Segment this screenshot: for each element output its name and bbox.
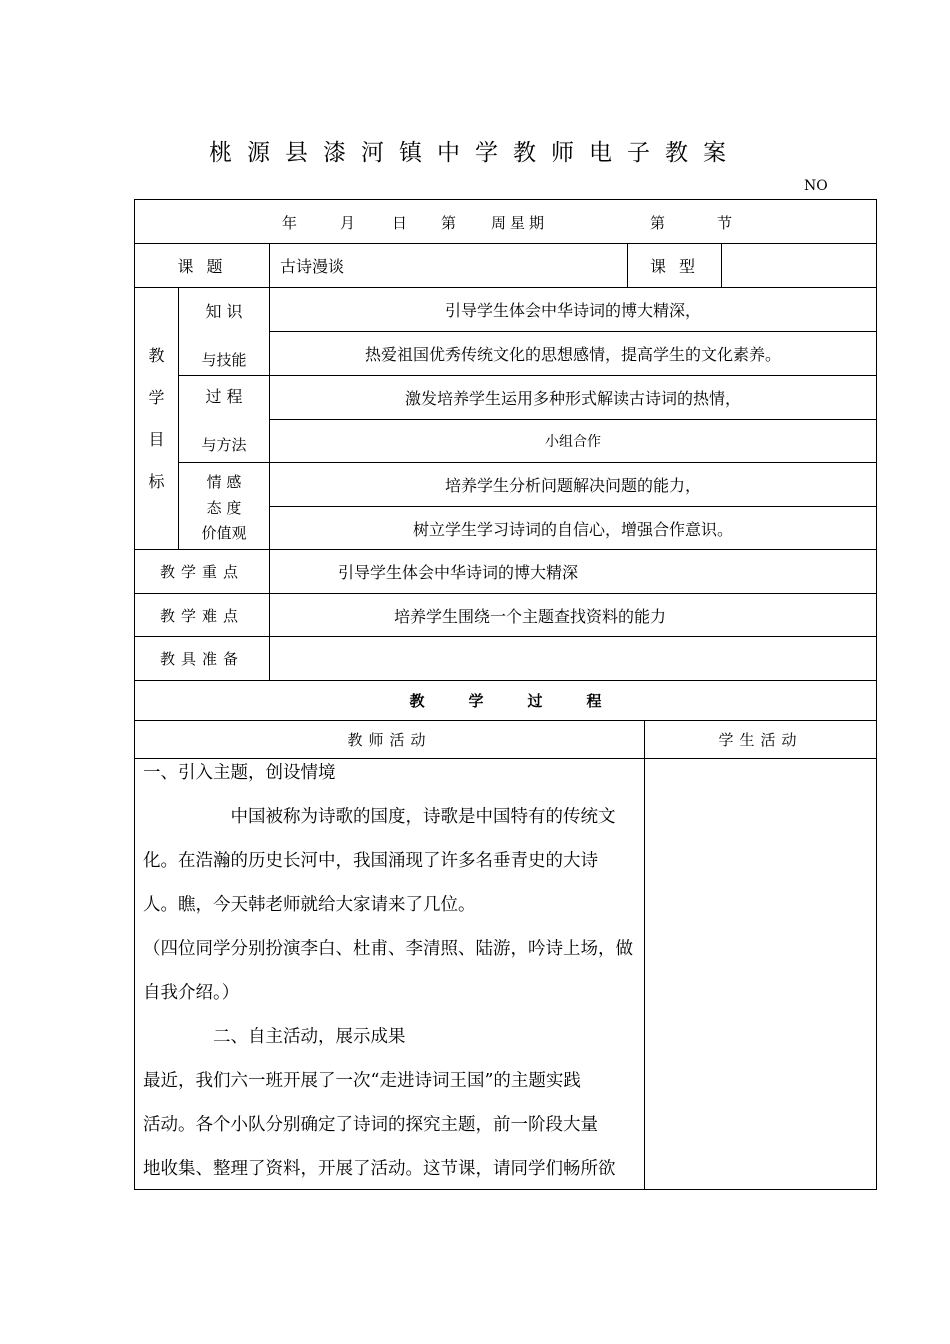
teacher-line: 自我介绍。） [143, 983, 240, 1003]
document-number-label: NO [804, 178, 828, 194]
date-week-di: 第 [441, 214, 457, 232]
date-month: 月 [340, 214, 356, 232]
teacher-line: 活动。各个小队分别确定了诗词的探究主题，前一阶段大量 [143, 1115, 598, 1135]
type-label: 课 型 [628, 244, 722, 288]
date-period-jie: 节 [717, 214, 733, 232]
date-day: 日 [392, 214, 408, 232]
knowledge-skills-label: 知 识 与技能 [179, 288, 270, 376]
teacher-activity-header: 教师活动 [135, 721, 645, 759]
teacher-activity-content [135, 759, 645, 1190]
focus-value: 引导学生体会中华诗词的博大精深 [270, 550, 877, 594]
emotion-goal-1: 培养学生分析问题解决问题的能力， [270, 463, 877, 507]
teaching-goals-label: 教 学 目 标 [135, 288, 179, 550]
teacher-line: 地收集、整理了资料，开展了活动。这节课，请同学们畅所欲 [143, 1159, 616, 1179]
tools-value [270, 637, 877, 681]
page-title: 桃源县漆河镇中学教师电子教案 [209, 140, 741, 166]
date-row [135, 200, 877, 244]
teacher-line: （四位同学分别扮演李白、杜甫、李清照、陆游，吟诗上场，做 [143, 939, 633, 959]
date-week: 周星期 [491, 214, 549, 232]
date-year: 年 [282, 214, 298, 232]
tools-label: 教具准备 [135, 637, 270, 681]
teacher-line: 一、引入主题，创设情境 [143, 763, 336, 783]
teacher-line: 中国被称为诗歌的国度，诗歌是中国特有的传统文 [230, 807, 616, 827]
process-goal-1: 激发培养学生运用多种形式解读古诗词的热情， [270, 376, 877, 420]
teacher-line: 二、自主活动，展示成果 [213, 1027, 406, 1047]
process-goal-2: 小组合作 [270, 420, 877, 463]
teacher-line: 人。瞧，今天韩老师就给大家请来了几位。 [143, 895, 476, 915]
topic-label: 课 题 [135, 244, 270, 288]
teaching-process-header: 教学过程 [135, 681, 877, 721]
focus-label: 教学重点 [135, 550, 270, 594]
emotion-goal-2: 树立学生学习诗词的自信心，增强合作意识。 [270, 507, 877, 550]
student-activity-content [645, 759, 877, 1190]
teacher-line: 化。在浩瀚的历史长河中，我国涌现了许多名垂青史的大诗 [143, 851, 598, 871]
type-value [722, 244, 877, 288]
student-activity-header: 学生活动 [645, 721, 877, 759]
lesson-plan-table [134, 199, 877, 1190]
knowledge-goal-2: 热爱祖国优秀传统文化的思想感情，提高学生的文化素养。 [270, 332, 877, 376]
emotion-values-label: 情 感 态 度 价值观 [179, 463, 270, 550]
process-method-label: 过 程 与方法 [179, 376, 270, 463]
date-period-di: 第 [650, 214, 666, 232]
difficulty-value: 培养学生围绕一个主题查找资料的能力 [270, 594, 877, 637]
teacher-line: 最近，我们六一班开展了一次“走进诗词王国”的主题实践 [143, 1071, 581, 1091]
knowledge-goal-1: 引导学生体会中华诗词的博大精深， [270, 288, 877, 332]
topic-value: 古诗漫谈 [270, 244, 628, 288]
difficulty-label: 教学难点 [135, 594, 270, 637]
